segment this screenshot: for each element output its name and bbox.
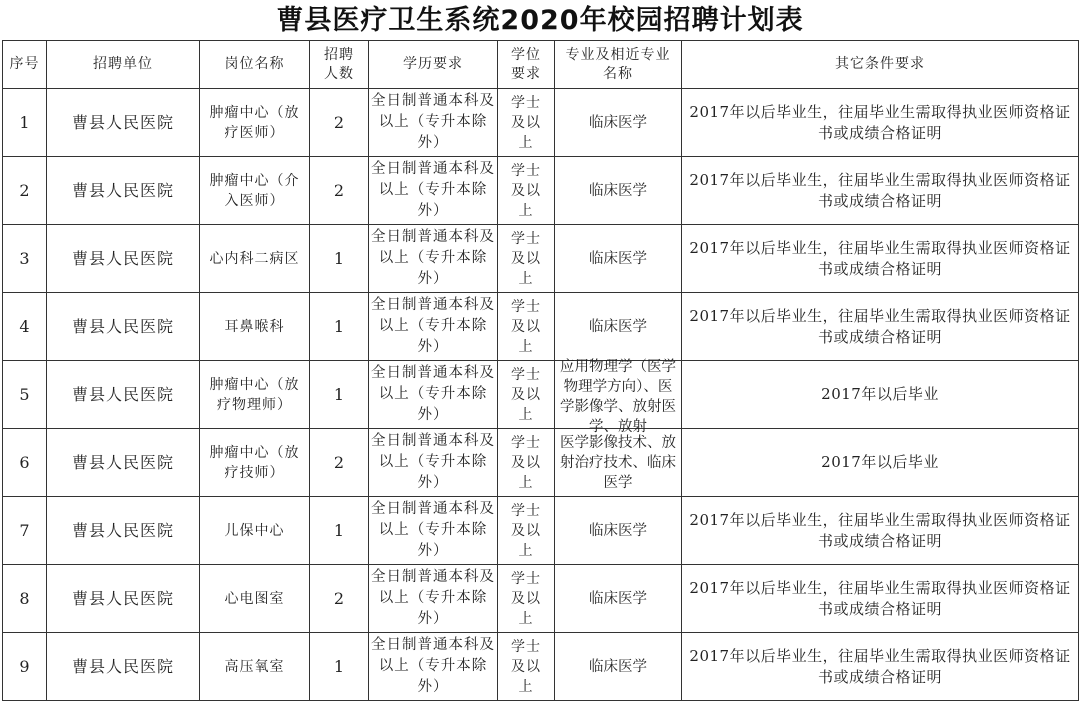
cell-unit: 曹县人民医院	[47, 361, 200, 429]
cell-degree: 学士及以上	[498, 429, 555, 497]
cell-unit: 曹县人民医院	[47, 565, 200, 633]
cell-degree: 学士及以上	[498, 361, 555, 429]
table-row	[3, 361, 1079, 429]
cell-no: 3	[3, 225, 47, 293]
cell-major: 临床医学	[555, 565, 682, 633]
cell-major	[555, 359, 682, 435]
header-education: 学历要求	[369, 41, 498, 89]
cell-count: 2	[310, 157, 369, 225]
header-unit: 招聘单位	[47, 41, 200, 89]
cell-unit: 曹县人民医院	[47, 89, 200, 157]
table-row	[3, 293, 1079, 361]
cell-degree: 学士及以上	[498, 225, 555, 293]
table-row	[3, 89, 1079, 157]
header-no: 序号	[3, 41, 47, 89]
cell-degree: 学士及以上	[498, 497, 555, 565]
cell-education: 全日制普通本科及以上（专升本除外）	[369, 157, 498, 225]
table-header-row	[3, 41, 1079, 89]
cell-position: 儿保中心	[200, 497, 310, 565]
table-row	[3, 633, 1079, 701]
cell-major: 临床医学	[555, 157, 682, 225]
cell-no: 8	[3, 565, 47, 633]
cell-conditions: 2017年以后毕业生，往届毕业生需取得执业医师资格证书或成绩合格证明	[682, 225, 1079, 293]
cell-no: 5	[3, 361, 47, 429]
header-major: 专业及相近专业名称	[555, 41, 682, 89]
cell-conditions: 2017年以后毕业生，往届毕业生需取得执业医师资格证书或成绩合格证明	[682, 565, 1079, 633]
cell-conditions: 2017年以后毕业生，往届毕业生需取得执业医师资格证书或成绩合格证明	[682, 89, 1079, 157]
cell-degree: 学士及以上	[498, 565, 555, 633]
cell-degree: 学士及以上	[498, 157, 555, 225]
cell-no: 1	[3, 89, 47, 157]
cell-conditions: 2017年以后毕业	[682, 361, 1079, 429]
page-title: 曹县医疗卫生系统2020年校园招聘计划表	[276, 5, 804, 36]
cell-major: 临床医学	[555, 293, 682, 361]
cell-position: 肿瘤中心（放疗物理师）	[200, 361, 310, 429]
cell-unit: 曹县人民医院	[47, 293, 200, 361]
cell-count: 1	[310, 225, 369, 293]
cell-count: 1	[310, 497, 369, 565]
header-position: 岗位名称	[200, 41, 310, 89]
cell-count: 2	[310, 89, 369, 157]
cell-count: 1	[310, 293, 369, 361]
cell-no: 6	[3, 429, 47, 497]
cell-degree: 学士及以上	[498, 293, 555, 361]
cell-degree: 学士及以上	[498, 89, 555, 157]
cell-unit: 曹县人民医院	[47, 497, 200, 565]
cell-education: 全日制普通本科及以上（专升本除外）	[369, 633, 498, 701]
cell-unit: 曹县人民医院	[47, 225, 200, 293]
cell-major-text: 应用物理学（医学物理学方向）、医学影像学、放射医学、放射	[560, 359, 676, 435]
table-row	[3, 429, 1079, 497]
cell-major: 临床医学	[555, 633, 682, 701]
cell-education: 全日制普通本科及以上（专升本除外）	[369, 565, 498, 633]
cell-position: 耳鼻喉科	[200, 293, 310, 361]
cell-education: 全日制普通本科及以上（专升本除外）	[369, 293, 498, 361]
header-count: 招聘人数	[310, 41, 369, 89]
cell-major: 临床医学	[555, 89, 682, 157]
cell-conditions: 2017年以后毕业生，往届毕业生需取得执业医师资格证书或成绩合格证明	[682, 157, 1079, 225]
cell-position: 心内科二病区	[200, 225, 310, 293]
cell-unit: 曹县人民医院	[47, 429, 200, 497]
cell-no: 4	[3, 293, 47, 361]
cell-unit: 曹县人民医院	[47, 633, 200, 701]
cell-major: 临床医学	[555, 225, 682, 293]
cell-position: 肿瘤中心（放疗医师）	[200, 89, 310, 157]
cell-no: 7	[3, 497, 47, 565]
header-degree: 学位要求	[498, 41, 555, 89]
cell-count: 1	[310, 633, 369, 701]
cell-count: 1	[310, 361, 369, 429]
cell-conditions: 2017年以后毕业	[682, 429, 1079, 497]
cell-unit: 曹县人民医院	[47, 157, 200, 225]
cell-major: 临床医学	[555, 497, 682, 565]
header-conditions: 其它条件要求	[682, 41, 1079, 89]
cell-position: 高压氧室	[200, 633, 310, 701]
table-row	[3, 225, 1079, 293]
cell-education: 全日制普通本科及以上（专升本除外）	[369, 497, 498, 565]
cell-major: 医学影像技术、放射治疗技术、临床医学	[555, 429, 682, 497]
cell-conditions: 2017年以后毕业生，往届毕业生需取得执业医师资格证书或成绩合格证明	[682, 633, 1079, 701]
table-row	[3, 157, 1079, 225]
cell-conditions: 2017年以后毕业生，往届毕业生需取得执业医师资格证书或成绩合格证明	[682, 293, 1079, 361]
cell-education: 全日制普通本科及以上（专升本除外）	[369, 361, 498, 429]
cell-education: 全日制普通本科及以上（专升本除外）	[369, 225, 498, 293]
cell-no: 9	[3, 633, 47, 701]
recruitment-table	[2, 40, 1079, 701]
table-row	[3, 565, 1079, 633]
cell-education: 全日制普通本科及以上（专升本除外）	[369, 89, 498, 157]
cell-degree: 学士及以上	[498, 633, 555, 701]
cell-count: 2	[310, 565, 369, 633]
cell-count: 2	[310, 429, 369, 497]
cell-position: 肿瘤中心（介入医师）	[200, 157, 310, 225]
table-row	[3, 497, 1079, 565]
cell-position: 心电图室	[200, 565, 310, 633]
cell-position: 肿瘤中心（放疗技师）	[200, 429, 310, 497]
cell-conditions: 2017年以后毕业生，往届毕业生需取得执业医师资格证书或成绩合格证明	[682, 497, 1079, 565]
cell-no: 2	[3, 157, 47, 225]
cell-education: 全日制普通本科及以上（专升本除外）	[369, 429, 498, 497]
